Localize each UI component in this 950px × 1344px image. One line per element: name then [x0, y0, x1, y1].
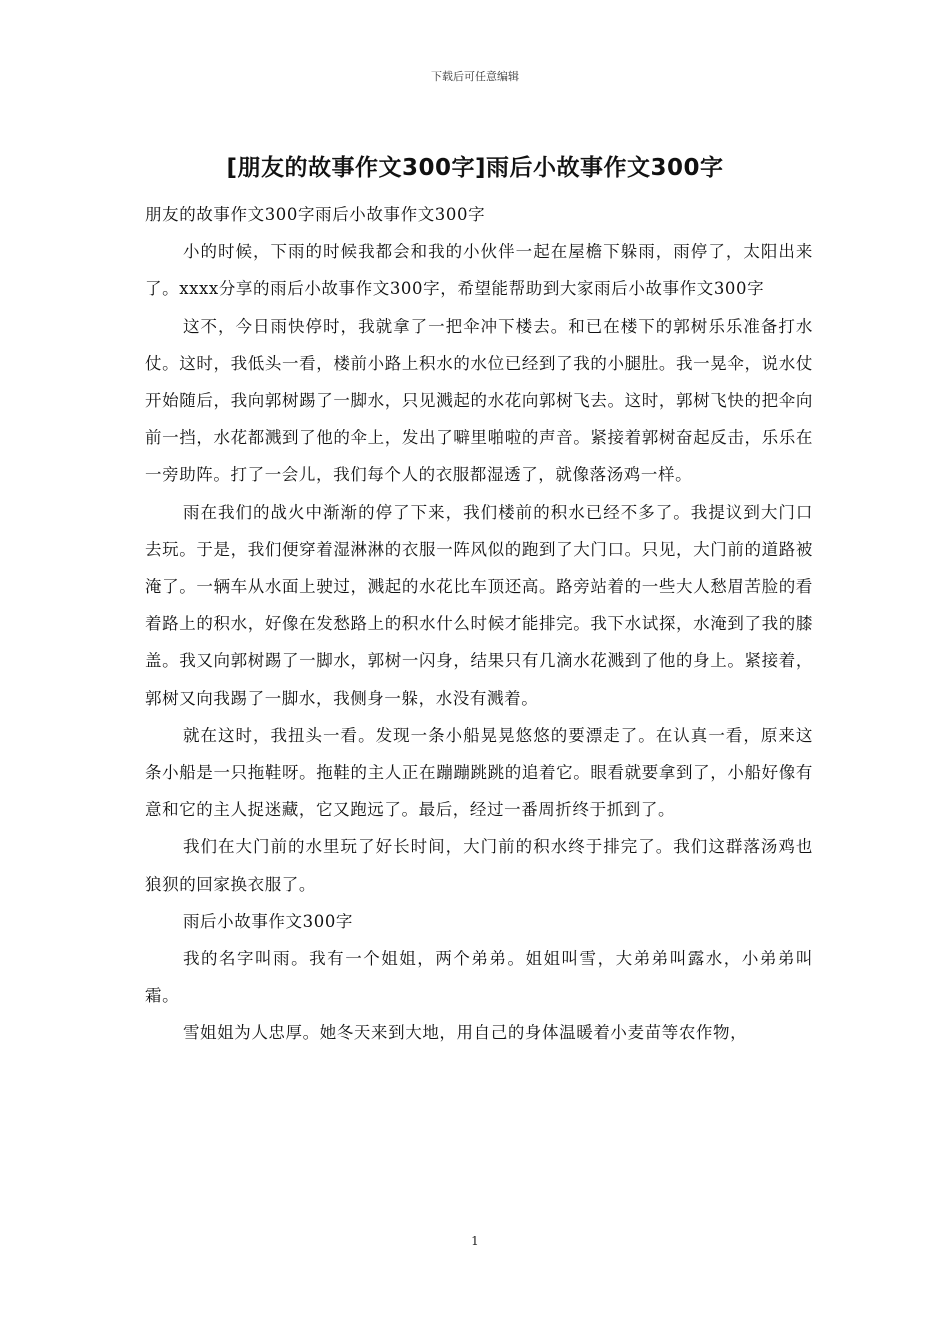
- body-paragraph: 这不，今日雨快停时，我就拿了一把伞冲下楼去。和已在楼下的郭树乐乐准备打水仗。这时，我低头一看，楼前小路上积水的水位已经到了我的小腿肚。我一晃伞，说水仗开始随后，我向郭树踢了一脚水，只见溅起的水花向郭树飞去。这时，郭树飞快的把伞向前一挡，水花都溅到了他的伞上，发出了噼里啪啦的声音。紧接着郭树奋起反击，乐乐在一旁助阵。打了一会儿，我们每个人的衣服都湿透了，就像落汤鸡一样。: [145, 316, 813, 485]
- body-paragraph: 就在这时，我扭头一看。发现一条小船晃晃悠悠的要漂走了。在认真一看，原来这条小船是一只拖鞋呀。拖鞋的主人正在蹦蹦跳跳的追着它。眼看就要拿到了，小船好像有意和它的主人捉迷藏，它又跑远了。最后，经过一番周折终于抓到了。: [145, 725, 813, 820]
- body-paragraph: 雨后小故事作文300字: [182, 911, 354, 931]
- document-title: [朋友的故事作文300字]雨后小故事作文300字: [226, 155, 724, 181]
- document-body: [145, 196, 813, 1052]
- body-paragraph: 我的名字叫雨。我有一个姐姐，两个弟弟。姐姐叫雪，大弟弟叫露水，小弟弟叫霜。: [145, 949, 813, 1006]
- body-paragraph: 雪姐姐为人忠厚。她冬天来到大地，用自己的身体温暖着小麦苗等农作物，: [182, 1023, 748, 1043]
- body-paragraph: 雨在我们的战火中渐渐的停了下来，我们楼前的积水已经不多了。我提议到大门口去玩。于是，我们便穿着湿淋淋的衣服一阵风似的跑到了大门口。只见，大门前的道路被淹了。一辆车从水面上驶过，溅起的水花比车顶还高。路旁站着的一些大人愁眉苦脸的看着路上的积水，好像在发愁路上的积水什么时候才能排完。我下水试探，水淹到了我的膝盖。我又向郭树踢了一脚水，郭树一闪身，结果只有几滴水花溅到了他的身上。紧接着，郭树又向我踢了一脚水，我侧身一躲，水没有溅着。: [145, 502, 813, 708]
- body-paragraph: 朋友的故事作文300字雨后小故事作文300字: [145, 205, 486, 224]
- body-paragraph: 小的时候，下雨的时候我都会和我的小伙伴一起在屋檐下躲雨，雨停了，太阳出来了。xxxx分享的雨后小故事作文300字，希望能帮助到大家雨后小故事作文300字: [145, 242, 813, 299]
- body-paragraph: 我们在大门前的水里玩了好长时间，大门前的积水终于排完了。我们这群落汤鸡也狼狈的回家换衣服了。: [145, 837, 813, 894]
- page-number: 1: [471, 1234, 479, 1248]
- header-note: 下载后可任意编辑: [431, 70, 519, 83]
